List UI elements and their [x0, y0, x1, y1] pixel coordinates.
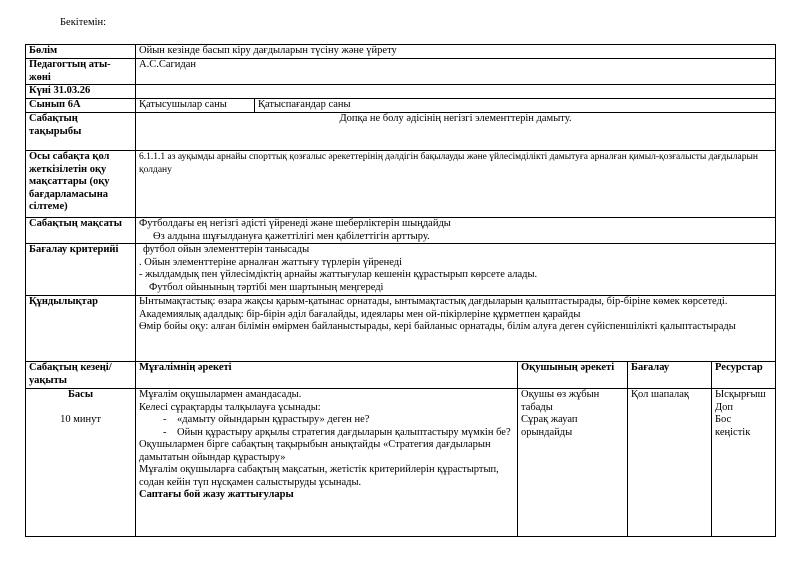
values-value [136, 296, 776, 362]
header-stage: Сабақтың кезеңі/ уақыты [26, 362, 136, 389]
values-line: Өмір бойы оқу: алған білімін өмірмен байланыстырады, кері байланыс орнатады, білім алуға деген сүйіспеншілікті қалыптастырады [139, 321, 736, 332]
row-section [26, 45, 776, 59]
student-action-cell [518, 389, 628, 537]
teacher-action-line: Мұғалім оқушыларға сабақтың мақсатын, жетістік критерийлерін құрастыртып, содан кейін түп нұсқамен салыстыруды ұсынады. [139, 464, 499, 488]
teacher-label: Педагогтың аты-жөні [26, 59, 136, 85]
list-item: - Ойын құрастыру арқылы стратегия дағдыларын қалыптастыру мүмкін бе? [163, 427, 514, 440]
exercise-heading: Саптағы бой жазу жаттығулары [139, 489, 294, 500]
stage-cell [26, 389, 136, 537]
absent-count-label: Қатыспағандар саны [258, 99, 351, 110]
date-value [136, 85, 776, 99]
row-objectives [26, 151, 776, 218]
teacher-action-line: Мұғалім оқушылармен амандасады. [139, 389, 302, 400]
criteria-line: футбол ойын элементтерін танысады [143, 244, 310, 255]
row-values [26, 296, 776, 362]
class-label: Сынып 6А [26, 99, 136, 113]
resource-item: кеңістік [715, 426, 751, 438]
criteria-label: Бағалау критерийі [26, 244, 136, 296]
assessment-cell: Қол шапалақ [628, 389, 712, 537]
teacher-action-line: Оқушылармен бірге сабақтың тақырыбын анықтайды «Стратегия дағдыларын дамытатын ойындар құрастыру» [139, 439, 491, 463]
topic-label: Сабақтың тақырыбы [26, 113, 136, 151]
row-topic [26, 113, 776, 151]
section-label: Бөлім [26, 45, 136, 59]
objectives-label: Осы сабақта қол жеткізілетін оқу мақсаттары (оқу бағдарламасына сілтеме) [26, 151, 136, 218]
question-list [139, 414, 514, 439]
list-item: - «дамыту ойындарын құрастыру» деген не? [163, 414, 514, 427]
criteria-line: Футбол ойынының тәртібі мен шартының меңгереді [149, 281, 384, 293]
row-headers [26, 362, 776, 389]
resource-item: Доп [715, 401, 734, 413]
values-line: Ынтымақтастық: өзара жақсы қарым-қатынас орнатады, ынтымақтастық дағдыларын қалыптастырады, бір-біріне көмек көрсетеді. [139, 296, 728, 307]
teacher-value: А.С.Сагидан [136, 59, 776, 85]
values-line: Академиялық адалдық: бір-бірін әділ бағалайды, идеялары мен ой-пікірлеріне құрметпен қарайды [139, 308, 581, 320]
row-class [26, 99, 776, 113]
row-date [26, 85, 776, 99]
teacher-action-cell [136, 389, 518, 537]
header-resources: Ресурстар [712, 362, 776, 389]
student-action-line: Сұрақ жауап орындайды [521, 414, 578, 438]
criteria-value [136, 244, 776, 296]
approval-label: Бекітемін: [60, 17, 107, 28]
header-assessment: Бағалау [628, 362, 712, 389]
row-stage-start [26, 389, 776, 537]
section-value: Ойын кезінде басып кіру дағдыларын түсіну және үйрету [136, 45, 776, 59]
resource-item: Ысқырғыш [715, 389, 766, 400]
teacher-action-line: Келесі сұрақтарды талқылауға ұсынады: [139, 401, 321, 413]
values-label: Құндылықтар [26, 296, 136, 362]
objectives-value: 6.1.1.1 аз ауқымды арнайы спорттық қозғалыс әрекеттерінің дәлдігін бақылауды және үйлесімділікті дамытуға арналған қимыл-қозғалысты дағдыларын қолдану [136, 151, 776, 218]
present-count-label: Қатысушылар саны [136, 99, 255, 112]
resource-item: Бос [715, 414, 732, 425]
row-goals [26, 218, 776, 244]
class-attendance [136, 99, 776, 113]
header-teacher-action: Мұғалімнің әрекеті [136, 362, 518, 389]
lesson-plan-table [25, 44, 775, 537]
row-teacher [26, 59, 776, 85]
goal-line: Футболдағы ең негізгі әдісті үйренеді және шеберліктерін шыңдайды [139, 218, 451, 229]
criteria-line: . Ойын элементтеріне арналған жаттығу түрлерін үйренеді [139, 256, 403, 268]
row-criteria [26, 244, 776, 296]
goals-value [136, 218, 776, 244]
date-label: Күні 31.03.26 [26, 85, 136, 99]
stage-name: Басы [67, 389, 94, 400]
student-action-line: Оқушы өз жұбын табады [521, 389, 600, 413]
goal-line: Өз алдына шұғылдануға қажеттілігі мен қабілеттігін арттыру. [153, 230, 430, 242]
topic-value: Допқа не болу әдісінің негізгі элементтерін дамыту. [136, 113, 776, 151]
goals-label: Сабақтың мақсаты [26, 218, 136, 244]
criteria-line: - жылдамдық пен үйлесімдіктің арнайы жаттығулар кешенін құрастырып көрсете алады. [139, 269, 538, 280]
header-student-action: Оқушының әрекеті [518, 362, 628, 389]
stage-time: 10 минут [60, 413, 101, 425]
resources-cell [712, 389, 776, 537]
